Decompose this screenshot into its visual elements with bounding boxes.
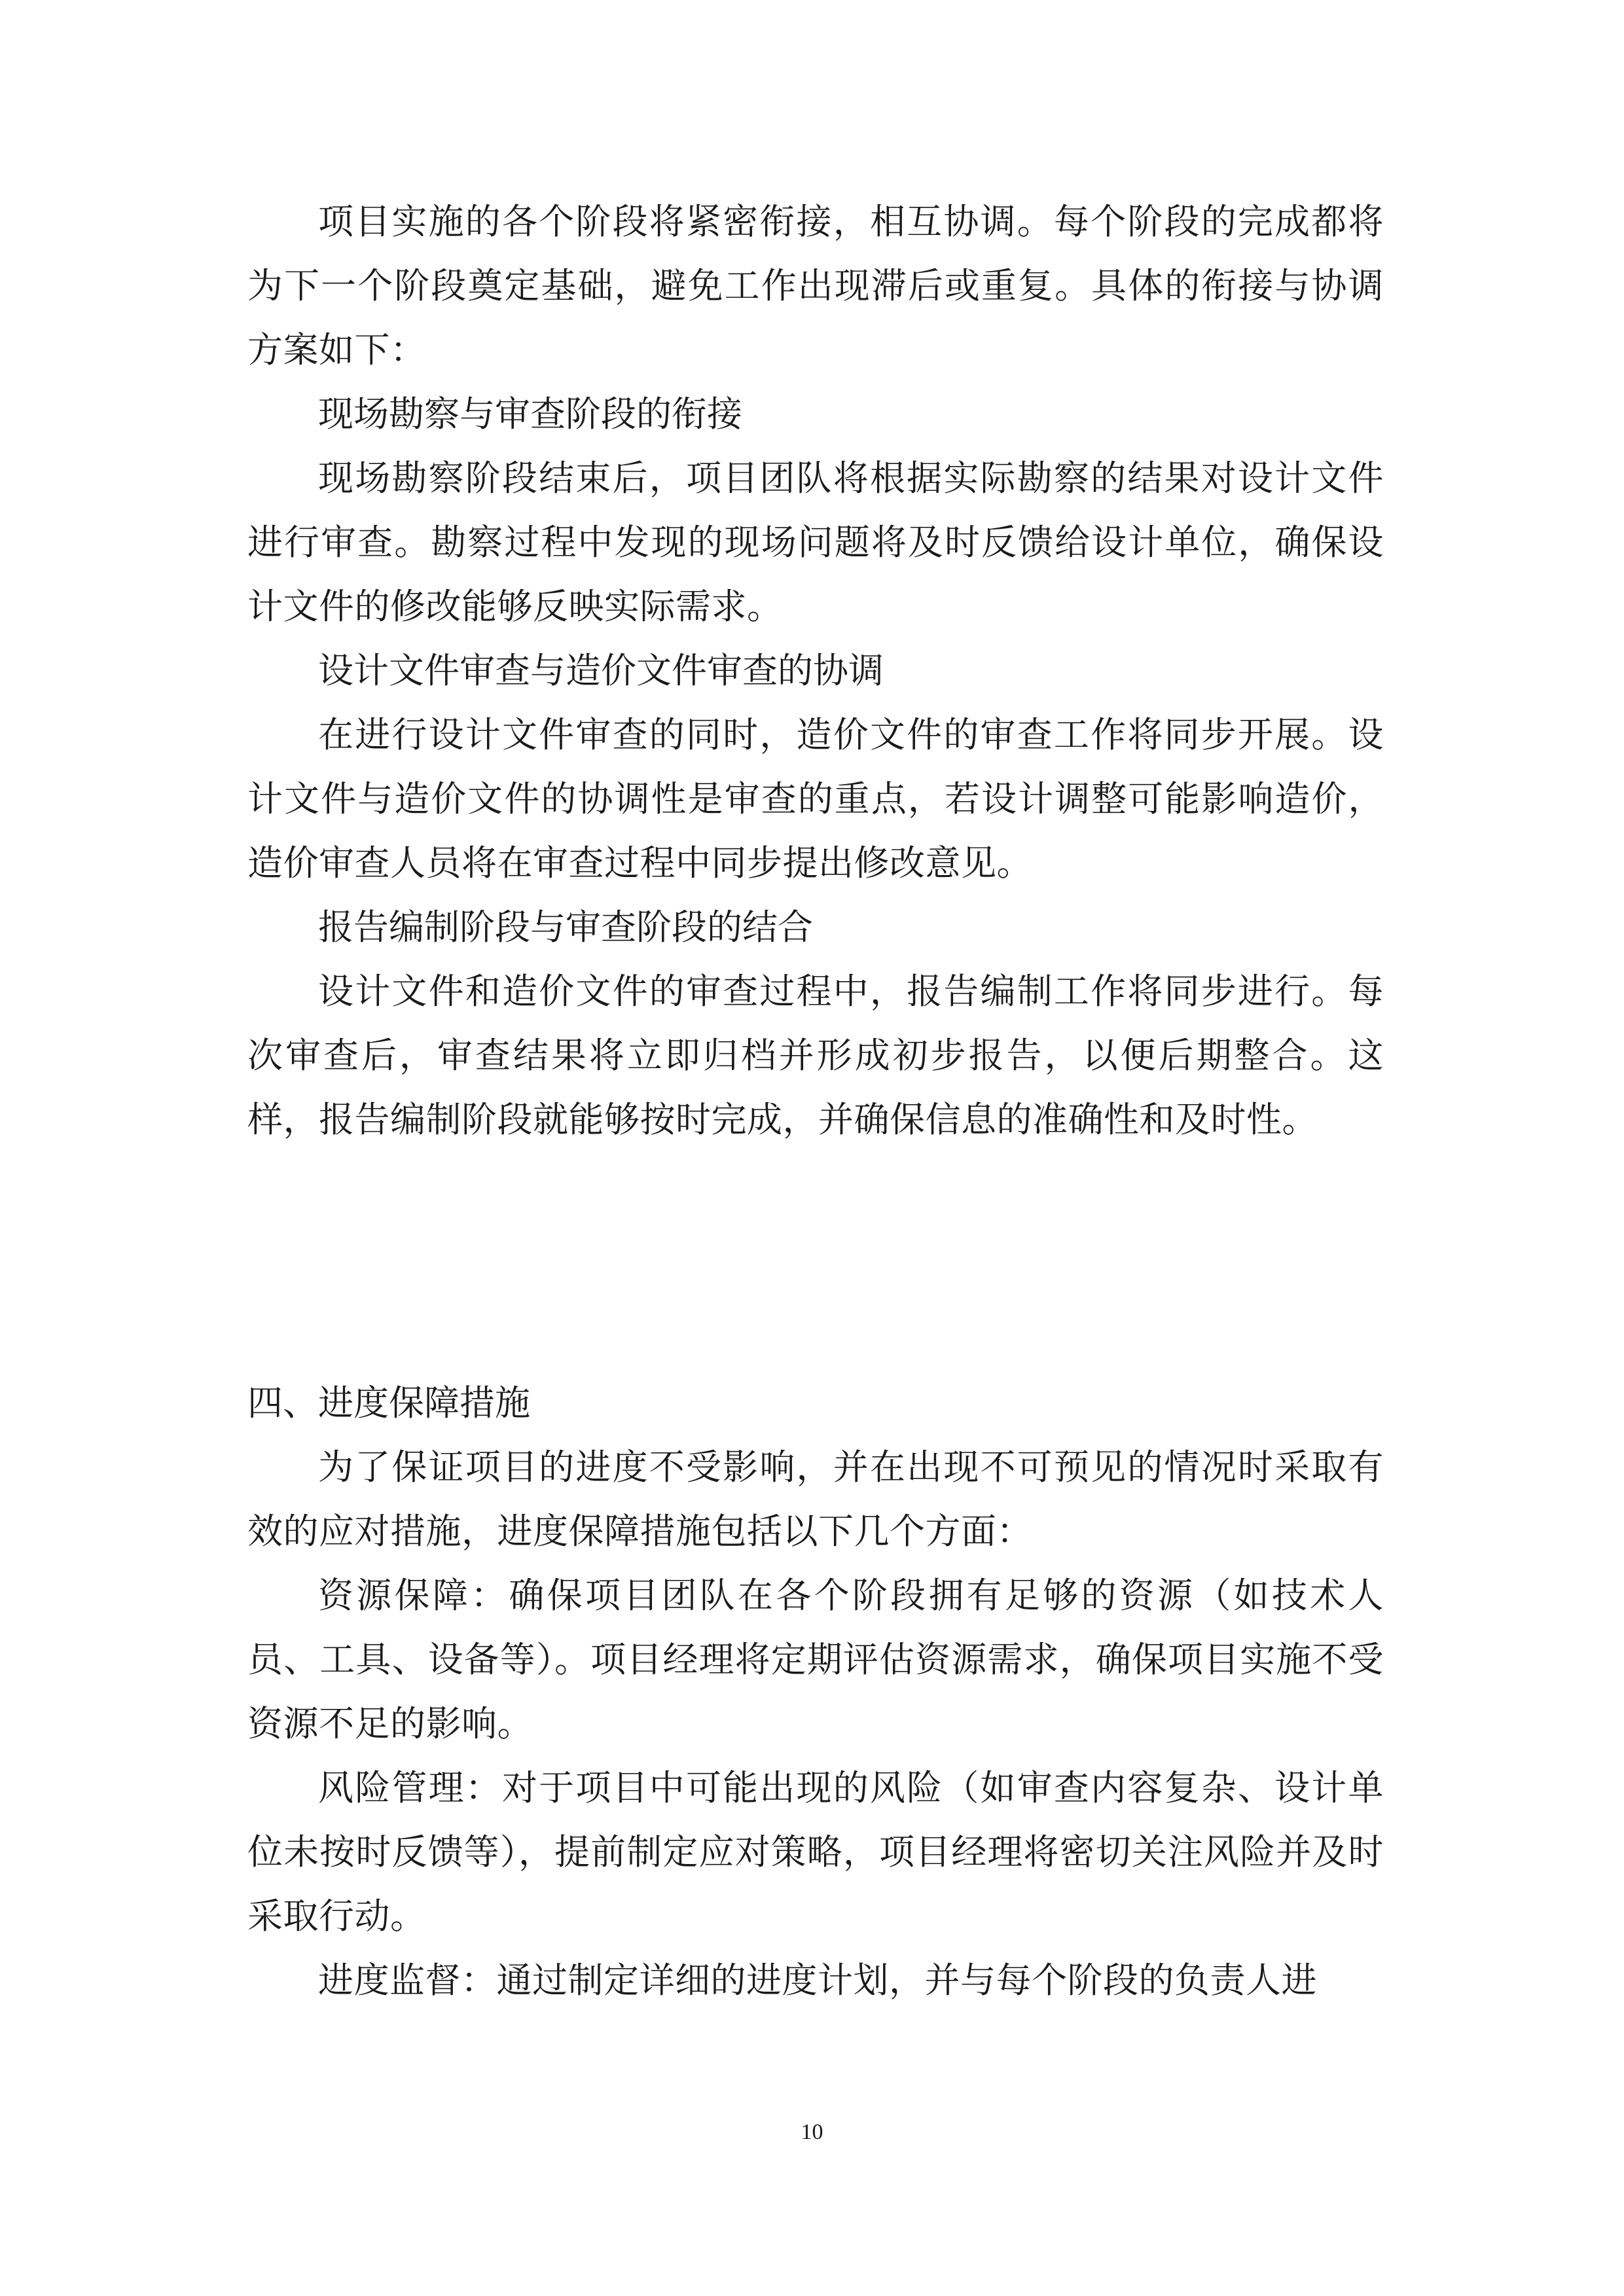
page-number: 10 (801, 2120, 823, 2144)
paragraph-design-cost-review: 在进行设计文件审查的同时，造价文件的审查工作将同步开展。设计文件与造价文件的协调性是审查的重点，若设计调整可能影响造价，造价审查人员将在审查过程中同步提出修改意见。 (247, 714, 1384, 884)
paragraph-resource-assurance: 资源保障：确保项目团队在各个阶段拥有足够的资源（如技术人员、工具、设备等）。项目经理将定期评估资源需求，确保项目实施不受资源不足的影响。 (247, 1575, 1384, 1744)
paragraph-report-compilation: 设计文件和造价文件的审查过程中，报告编制工作将同步进行。每次审查后，审查结果将立即归档并形成初步报告，以便后期整合。这样，报告编制阶段就能够按时完成，并确保信息的准确性和及时性。 (247, 971, 1384, 1140)
paragraph-risk-management: 风险管理：对于项目中可能出现的风险（如审查内容复杂、设计单位未按时反馈等），提前制定应对策略，项目经理将密切关注风险并及时采取行动。 (247, 1767, 1384, 1937)
paragraph-progress-intro: 为了保证项目的进度不受影响，并在出现不可预见的情况时采取有效的应对措施，进度保障措施包括以下几个方面： (247, 1446, 1384, 1552)
paragraph-progress-supervision: 进度监督：通过制定详细的进度计划，并与每个阶段的负责人进 (318, 1960, 1317, 2001)
body-text-upper (247, 190, 1384, 1152)
subheading-survey-review: 现场勘察与审查阶段的衔接 (318, 393, 742, 435)
body-text-lower (247, 1371, 1384, 2013)
subheading-report-compilation: 报告编制阶段与审查阶段的结合 (318, 906, 813, 948)
section-title-progress-assurance: 四、进度保障措施 (247, 1382, 530, 1424)
paragraph-survey-review: 现场勘察阶段结束后，项目团队将根据实际勘察的结果对设计文件进行审查。勘察过程中发现的现场问题将及时反馈给设计单位，确保设计文件的修改能够反映实际需求。 (247, 457, 1384, 627)
paragraph-stage-coordination: 项目实施的各个阶段将紧密衔接，相互协调。每个阶段的完成都将为下一个阶段奠定基础，避免工作出现滞后或重复。具体的衔接与协调方案如下： (247, 201, 1384, 370)
subheading-design-cost-review: 设计文件审查与造价文件审查的协调 (318, 650, 884, 691)
